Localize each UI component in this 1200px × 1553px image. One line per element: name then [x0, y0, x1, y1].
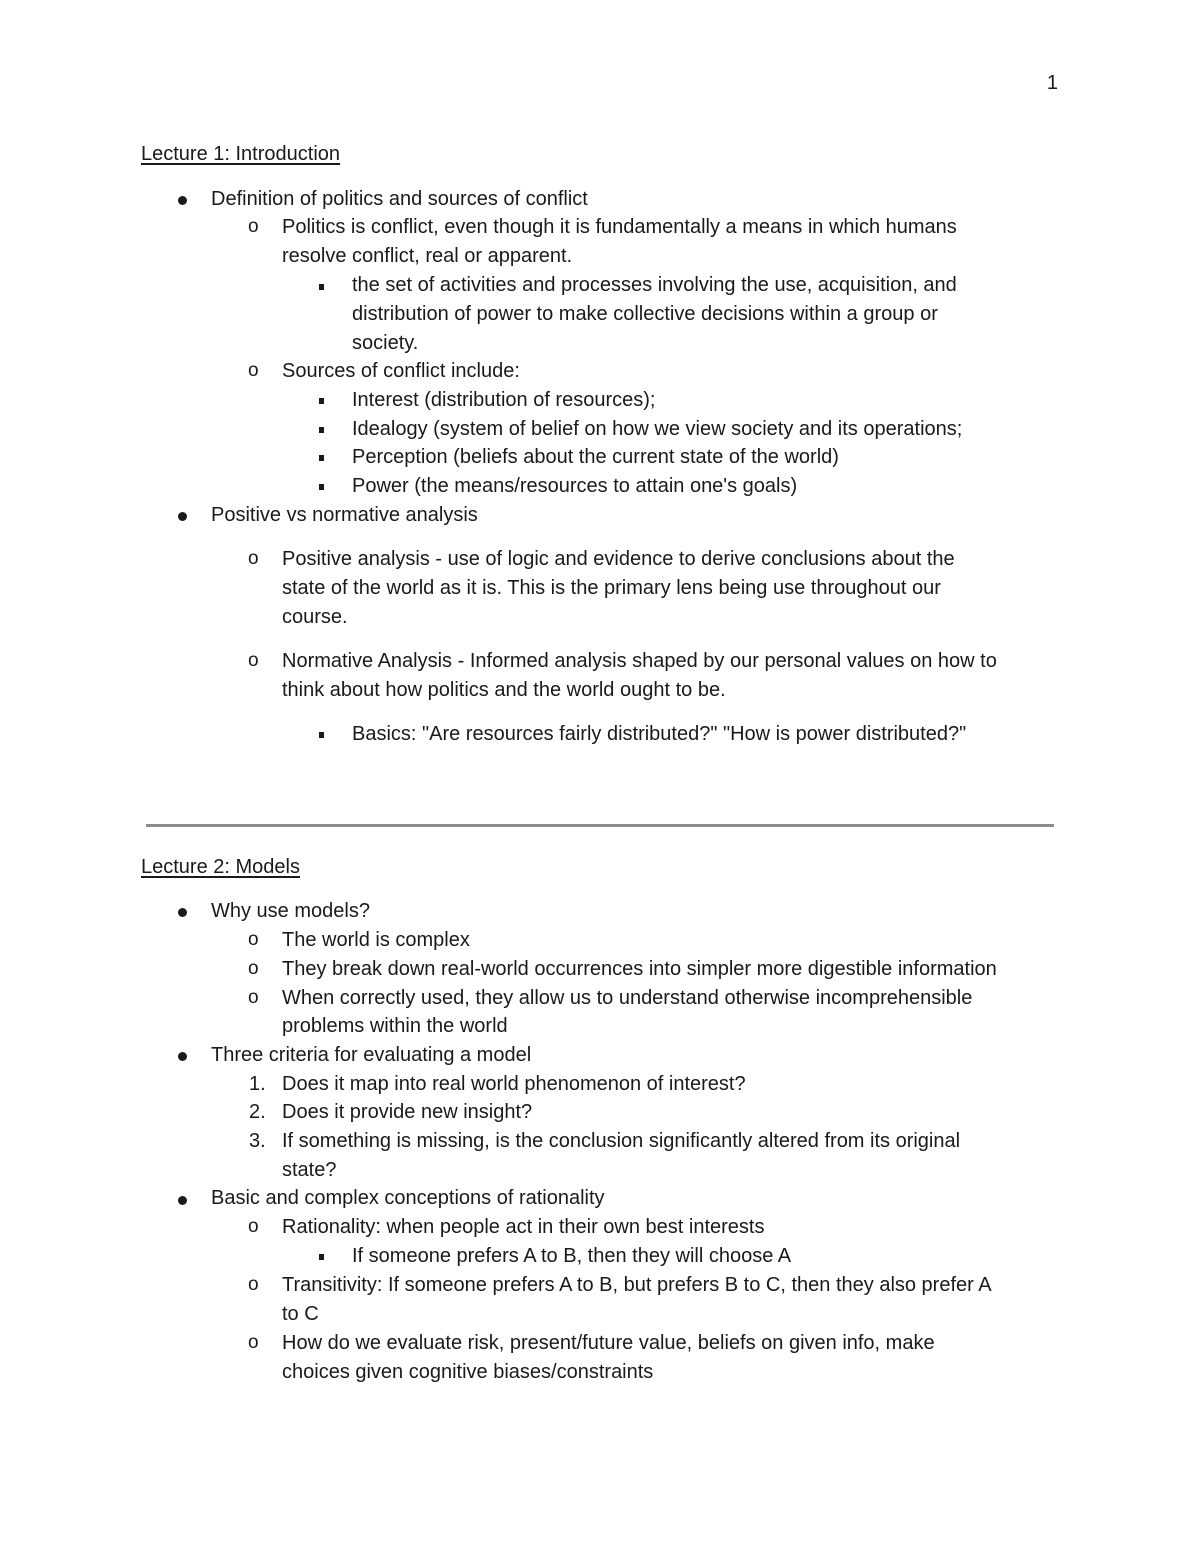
- square-bullet-icon: [319, 732, 324, 738]
- square-bullet-icon: [319, 284, 324, 290]
- list-item: Does it provide new insight?: [282, 1101, 533, 1123]
- list-item: They break down real-world occurrences into simpler more digestible information: [282, 958, 997, 980]
- sub-bullet-marker: o: [248, 360, 259, 381]
- sub-bullet-marker: o: [248, 1216, 259, 1237]
- list-item: Politics is conflict, even though it is fundamentally a means in which humans: [282, 216, 957, 238]
- list-item-continued: think about how politics and the world ought to be.: [282, 679, 726, 701]
- list-item: Three criteria for evaluating a model: [211, 1044, 532, 1066]
- list-item-continued: state of the world as it is. This is the primary lens being use throughout our: [282, 577, 941, 599]
- square-bullet-icon: [319, 484, 324, 490]
- list-number: 3.: [249, 1130, 266, 1152]
- bullet-dot-icon: [178, 1196, 187, 1205]
- sub-bullet-marker: o: [248, 216, 259, 237]
- sub-bullet-marker: o: [248, 958, 259, 979]
- list-number: 1.: [249, 1073, 266, 1095]
- square-bullet-icon: [319, 455, 324, 461]
- list-item-continued: choices given cognitive biases/constraints: [282, 1361, 654, 1383]
- list-item-continued: society.: [352, 332, 419, 354]
- list-item-continued: state?: [282, 1159, 337, 1181]
- list-item: If something is missing, is the conclusion significantly altered from its original: [282, 1130, 961, 1152]
- list-item-continued: resolve conflict, real or apparent.: [282, 245, 573, 267]
- square-bullet-icon: [319, 427, 324, 433]
- list-item: Interest (distribution of resources);: [352, 389, 656, 411]
- list-item: How do we evaluate risk, present/future value, beliefs on given info, make: [282, 1332, 935, 1354]
- lecture-2-heading: Lecture 2: Models: [141, 856, 300, 878]
- list-number: 2.: [249, 1101, 266, 1123]
- square-bullet-icon: [319, 1254, 324, 1260]
- sub-bullet-marker: o: [248, 929, 259, 950]
- list-item: the set of activities and processes involving the use, acquisition, and: [352, 274, 957, 296]
- list-item: Idealogy (system of belief on how we view society and its operations;: [352, 418, 963, 440]
- list-item-continued: to C: [282, 1303, 319, 1325]
- list-item: Positive vs normative analysis: [211, 504, 478, 526]
- list-item: The world is complex: [282, 929, 470, 951]
- list-item: Does it map into real world phenomenon of interest?: [282, 1073, 746, 1095]
- bullet-dot-icon: [178, 512, 187, 521]
- sub-bullet-marker: o: [248, 548, 259, 569]
- sub-bullet-marker: o: [248, 987, 259, 1008]
- square-bullet-icon: [319, 398, 324, 404]
- list-item: Transitivity: If someone prefers A to B, but prefers B to C, then they also prefer A: [282, 1274, 992, 1296]
- list-item-continued: problems within the world: [282, 1015, 508, 1037]
- list-item: Normative Analysis - Informed analysis shaped by our personal values on how to: [282, 650, 997, 672]
- lecture-1-heading: Lecture 1: Introduction: [141, 143, 341, 165]
- list-item: Why use models?: [211, 900, 370, 922]
- bullet-dot-icon: [178, 908, 187, 917]
- list-item: Positive analysis - use of logic and evidence to derive conclusions about the: [282, 548, 955, 570]
- sub-bullet-marker: o: [248, 1274, 259, 1295]
- list-item: Sources of conflict include:: [282, 360, 520, 382]
- list-item: When correctly used, they allow us to understand otherwise incomprehensible: [282, 987, 973, 1009]
- list-item-continued: distribution of power to make collective decisions within a group or: [352, 303, 938, 325]
- list-item: Basic and complex conceptions of rationality: [211, 1187, 605, 1209]
- list-item: Perception (beliefs about the current state of the world): [352, 446, 839, 468]
- sub-bullet-marker: o: [248, 1332, 259, 1353]
- list-item-continued: course.: [282, 606, 348, 628]
- list-item: Power (the means/resources to attain one's goals): [352, 475, 798, 497]
- list-item: Rationality: when people act in their own best interests: [282, 1216, 765, 1238]
- list-item: If someone prefers A to B, then they will choose A: [352, 1245, 792, 1267]
- bullet-dot-icon: [178, 1052, 187, 1061]
- sub-bullet-marker: o: [248, 650, 259, 671]
- page-number: 1: [1046, 72, 1058, 94]
- bullet-dot-icon: [178, 196, 187, 205]
- horizontal-divider: [146, 824, 1054, 827]
- list-item: Basics: "Are resources fairly distributed?" "How is power distributed?": [352, 723, 967, 745]
- list-item: Definition of politics and sources of conflict: [211, 188, 588, 210]
